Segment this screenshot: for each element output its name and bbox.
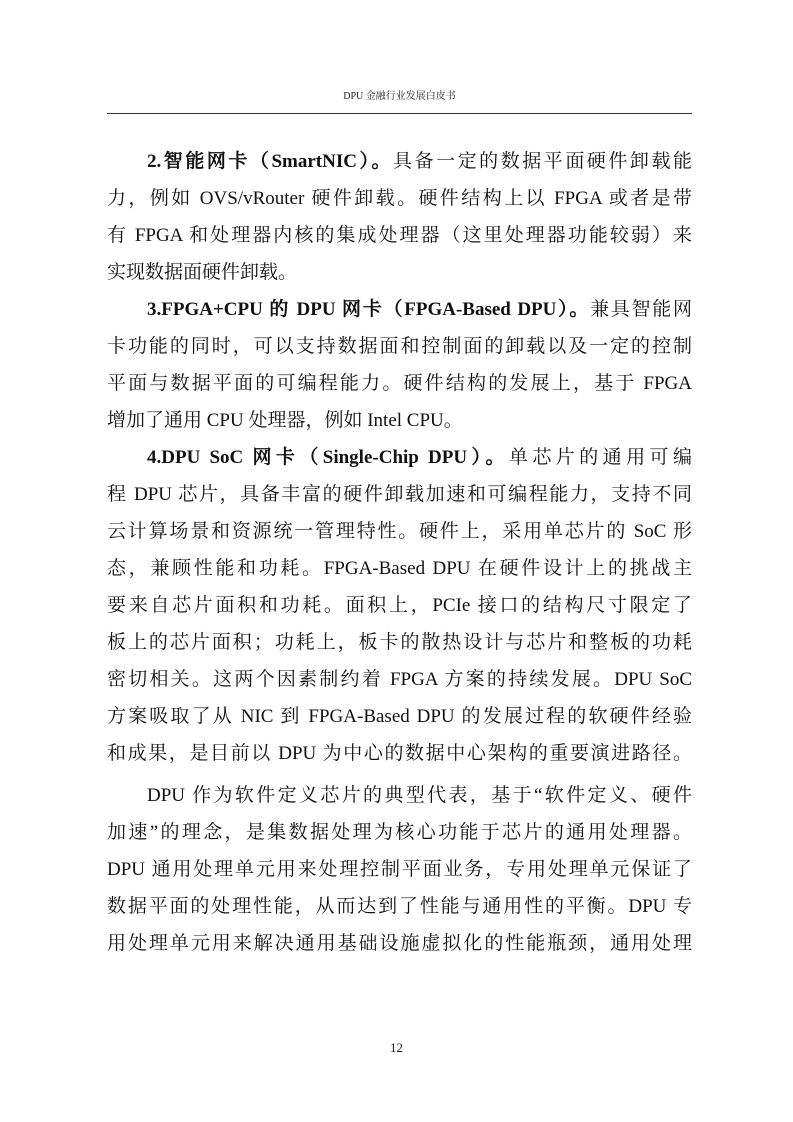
text-line: 卡功能的同时，可以支持数据面和控制面的卸载以及一定的控制 <box>107 336 692 357</box>
paragraph-smartnic <box>107 143 692 291</box>
list-item-heading: 3.FPGA+CPU 的 DPU 网卡（FPGA-Based DPU）。 <box>147 299 591 320</box>
text-line: 程 DPU 芯片，具备丰富的硬件卸载加速和可编程能力，支持不同 <box>107 484 692 505</box>
paragraph-dpu-summary <box>107 777 692 962</box>
text-line: 密切相关。这两个因素制约着 FPGA 方案的持续发展。DPU SoC <box>107 669 692 690</box>
text-line <box>107 143 692 180</box>
line-text: 兼具智能网 <box>590 299 692 320</box>
text-line <box>107 439 692 476</box>
body-text <box>107 143 692 962</box>
text-line: 数据平面的处理性能，从而达到了性能与通用性的平衡。DPU 专 <box>107 896 692 917</box>
text-line: 方案吸取了从 NIC 到 FPGA-Based DPU 的发展过程的软硬件经验 <box>107 706 692 727</box>
text-line: 有 FPGA 和处理器内核的集成处理器（这里处理器功能较弱）来 <box>107 225 692 246</box>
paragraph-dpu-soc <box>107 439 692 772</box>
list-item-heading: 4.DPU SoC 网卡（Single-Chip DPU）。 <box>147 447 509 468</box>
text-line: 态，兼顾性能和功耗。FPGA-Based DPU 在硬件设计上的挑战主 <box>107 558 692 579</box>
paragraph-fpga-based-dpu <box>107 291 692 439</box>
text-line: 和成果，是目前以 DPU 为中心的数据中心架构的重要演进路径。 <box>107 743 692 764</box>
text-line: 板上的芯片面积；功耗上，板卡的散热设计与芯片和整板的功耗 <box>107 632 692 653</box>
text-line: 用处理单元用来解决通用基础设施虚拟化的性能瓶颈，通用处理 <box>107 933 692 954</box>
text-line: DPU 作为软件定义芯片的典型代表，基于“软件定义、硬件 <box>147 785 692 806</box>
text-line: 加速”的理念，是集数据处理为核心功能于芯片的通用处理器。 <box>107 822 692 843</box>
text-line: 力，例如 OVS/vRouter 硬件卸载。硬件结构上以 FPGA 或者是带 <box>107 188 692 209</box>
line-text: 具备一定的数据平面硬件卸载能 <box>393 151 692 172</box>
text-line: 要来自芯片面积和功耗。面积上，PCIe 接口的结构尺寸限定了 <box>107 595 692 616</box>
text-line: 增加了通用 CPU 处理器，例如 Intel CPU。 <box>107 410 463 431</box>
list-item-heading: 2.智能网卡（SmartNIC）。 <box>147 151 394 172</box>
text-line: 实现数据面硬件卸载。 <box>107 262 298 283</box>
text-line: 平面与数据平面的可编程能力。硬件结构的发展上，基于 FPGA <box>107 373 692 394</box>
text-line: DPU 通用处理单元用来处理控制平面业务，专用处理单元保证了 <box>107 859 692 880</box>
page-number: 12 <box>390 1040 403 1055</box>
page-header-title: DPU 金融行业发展白皮书 <box>343 91 456 102</box>
header-divider <box>107 113 692 114</box>
text-line: 云计算场景和资源统一管理特性。硬件上，采用单芯片的 SoC 形 <box>107 521 692 542</box>
line-text: 单芯片的通用可编 <box>508 447 692 468</box>
text-line <box>107 291 692 328</box>
